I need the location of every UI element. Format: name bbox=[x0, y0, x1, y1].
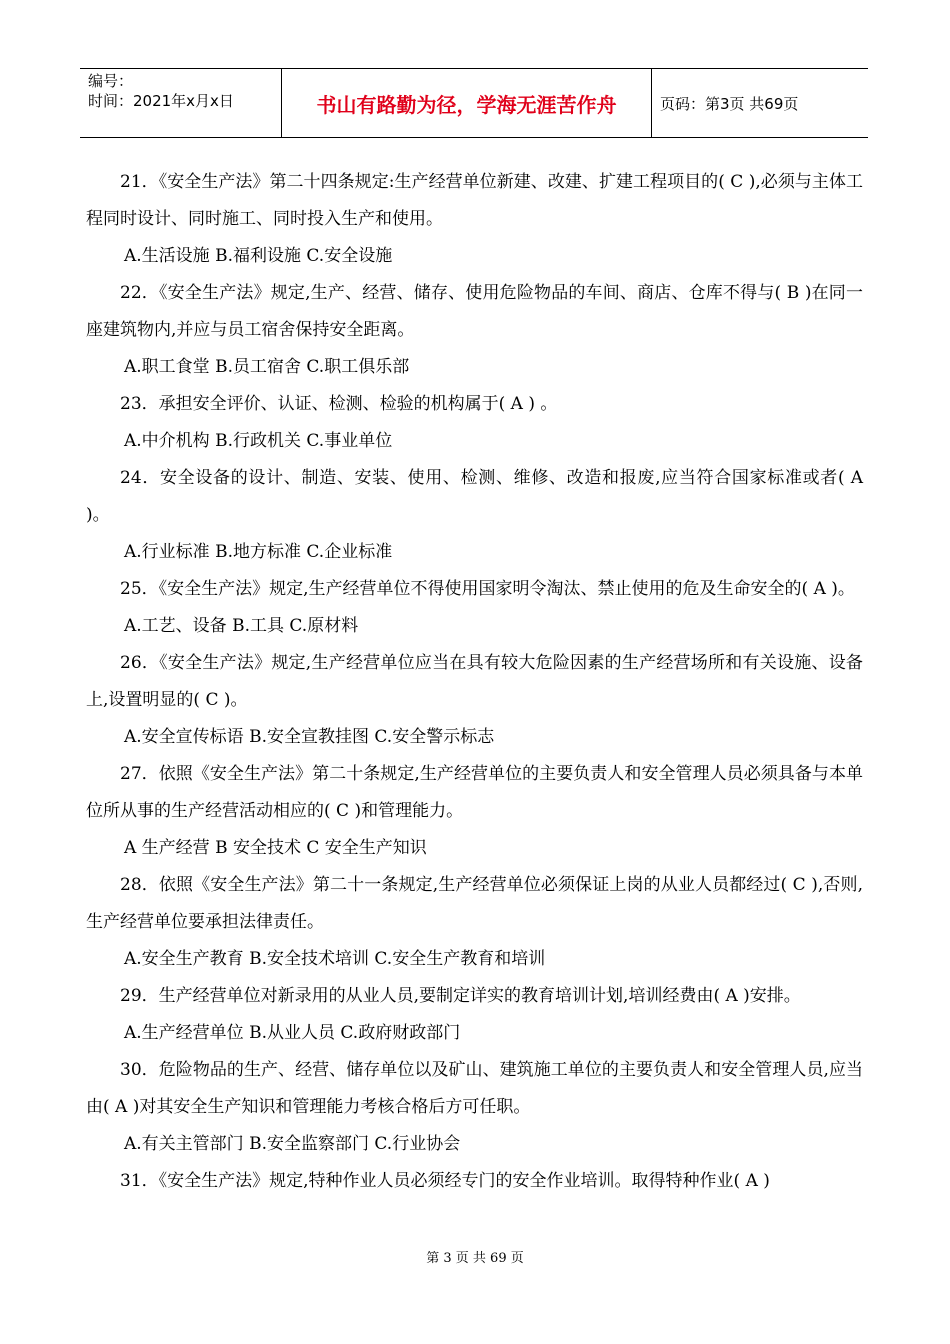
options-21: A.生活设施 B.福利设施 C.安全设施 bbox=[124, 246, 393, 266]
question-29: 29．生产经营单位对新录用的从业人员,要制定详实的教育培训计划,培训经费由( A )安排。 bbox=[120, 986, 801, 1006]
question-26: 26．《安全生产法》规定,生产经营单位应当在具有较大危险因素的生产经营场所和有关设施、设备上,设置明显的( C )。 bbox=[86, 653, 863, 710]
question-23: 23．承担安全评价、认证、检测、检验的机构属于( A ) 。 bbox=[120, 394, 558, 414]
question-27: 27．依照《安全生产法》第二十条规定,生产经营单位的主要负责人和安全管理人员必须具备与本单位所从事的生产经营活动相应的( C )和管理能力。 bbox=[86, 764, 863, 821]
options-26: A.安全宣传标语 B.安全宣教挂图 C.安全警示标志 bbox=[124, 727, 495, 747]
document-date: 时间：2021年x月x日 bbox=[88, 92, 234, 110]
question-list bbox=[86, 164, 863, 1200]
options-23: A.中介机构 B.行政机关 C.事业单位 bbox=[124, 431, 393, 451]
question-28: 28．依照《安全生产法》第二十一条规定,生产经营单位必须保证上岗的从业人员都经过( C ),否则,生产经营单位要承担法律责任。 bbox=[86, 875, 863, 932]
header-page-info: 页码：第3页 共69页 bbox=[660, 94, 799, 113]
options-30: A.有关主管部门 B.安全监察部门 C.行业协会 bbox=[124, 1134, 461, 1154]
options-25: A.工艺、设备 B.工具 C.原材料 bbox=[124, 616, 359, 636]
options-22: A.职工食堂 B.员工宿舍 C.职工俱乐部 bbox=[124, 357, 410, 377]
options-29: A.生产经营单位 B.从业人员 C.政府财政部门 bbox=[124, 1023, 461, 1043]
page-footer: 第 3 页 共 69 页 bbox=[426, 1251, 524, 1266]
options-24: A.行业标准 B.地方标准 C.企业标准 bbox=[124, 542, 393, 562]
question-22: 22．《安全生产法》规定,生产、经营、储存、使用危险物品的车间、商店、仓库不得与( B )在同一座建筑物内,并应与员工宿舍保持安全距离。 bbox=[86, 283, 863, 340]
question-24: 24．安全设备的设计、制造、安装、使用、检测、维修、改造和报废,应当符合国家标准或者( A )。 bbox=[86, 468, 863, 525]
options-28: A.安全生产教育 B.安全技术培训 C.安全生产教育和培训 bbox=[124, 949, 546, 969]
question-31: 31．《安全生产法》规定,特种作业人员必须经专门的安全作业培训。取得特种作业( A ) bbox=[120, 1171, 770, 1191]
question-25: 25．《安全生产法》规定,生产经营单位不得使用国家明令淘汰、禁止使用的危及生命安全的( A )。 bbox=[120, 579, 855, 599]
options-27: A 生产经营 B 安全技术 C 安全生产知识 bbox=[124, 838, 427, 858]
page-header bbox=[80, 68, 868, 138]
header-meta bbox=[80, 69, 282, 137]
question-21: 21．《安全生产法》第二十四条规定:生产经营单位新建、改建、扩建工程项目的( C ),必须与主体工程同时设计、同时施工、同时投入生产和使用。 bbox=[86, 172, 863, 229]
question-30: 30．危险物品的生产、经营、储存单位以及矿山、建筑施工单位的主要负责人和安全管理人员,应当由( A )对其安全生产知识和管理能力考核合格后方可任职。 bbox=[86, 1060, 863, 1117]
header-motto: 书山有路勤为径，学海无涯苦作舟 bbox=[282, 69, 652, 137]
document-number-label: 编号： bbox=[88, 72, 134, 90]
